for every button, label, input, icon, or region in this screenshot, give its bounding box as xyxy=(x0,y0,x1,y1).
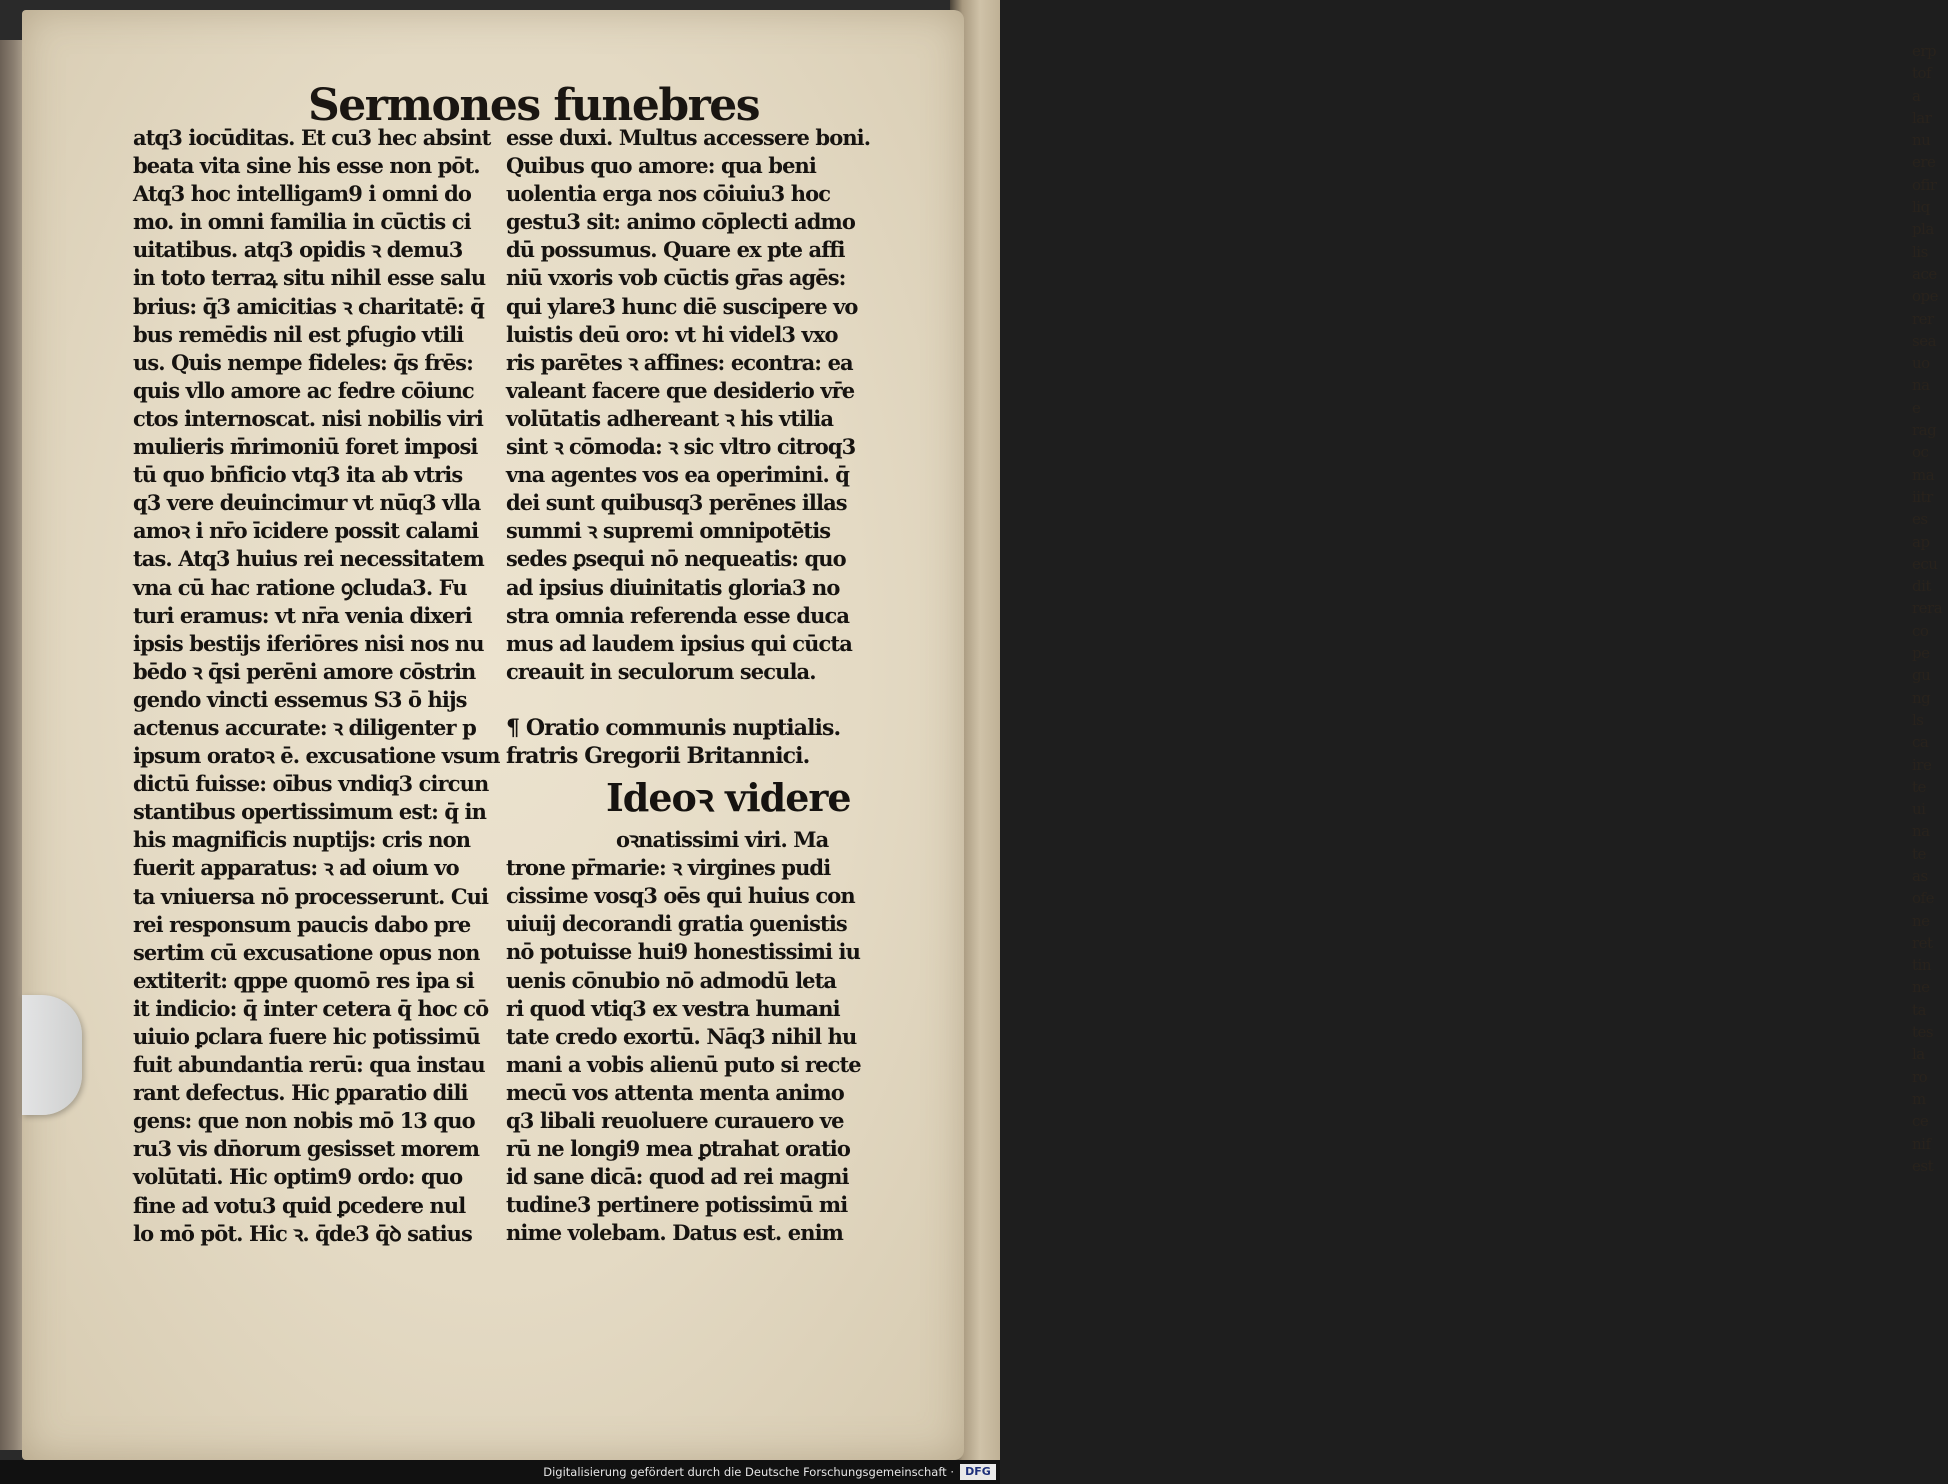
text-line: actenus accurate: ꝛ diligenter p xyxy=(133,714,476,740)
page-clip xyxy=(22,995,82,1115)
text-line: his magnificis nuptijs: cris non xyxy=(133,827,471,853)
text-line: nime volebam. Datus est. enim xyxy=(506,1220,843,1246)
facing-page-fragment: ire xyxy=(1912,755,1932,774)
facing-page-fragment: iitr xyxy=(1912,487,1933,506)
facing-page-fragment: ecu xyxy=(1912,554,1938,573)
text-line: tate credo exortū. Nāq3 nihil hu xyxy=(506,1023,857,1049)
text-line: ta vniuersa nō processerunt. Cui xyxy=(133,883,489,909)
text-line: tas. Atq3 huius rei necessitatem xyxy=(133,546,484,572)
text-line: mani a vobis alienū puto si recte xyxy=(506,1051,861,1077)
facing-page-fragment: liq xyxy=(1912,198,1930,217)
text-line: stra omnia referenda esse duca xyxy=(506,602,850,628)
text-line: vna cū hac ratione ꝯcluda3. Fu xyxy=(133,574,467,600)
text-line: it indicio: q̄ inter cetera q̄ hoc cō xyxy=(133,995,489,1021)
text-line: ri quod vtiq3 ex vestra humani xyxy=(506,995,840,1021)
text-line: us. Quis nempe fideles: q̄s frēs: xyxy=(133,349,473,375)
facing-page-fragment: ce xyxy=(1912,1112,1929,1131)
facing-page-fragment: na xyxy=(1912,376,1930,395)
text-line: beata vita sine his esse non pōt. xyxy=(133,153,480,179)
text-line: quis vllo amore ac fedre cōiunc xyxy=(133,377,474,403)
facing-page-fragment: ace xyxy=(1912,264,1937,283)
text-line: ad ipsius diuinitatis gloria3 no xyxy=(506,574,840,600)
running-head: Sermones funebres xyxy=(308,80,760,131)
text-line: oꝛnatissimi viri. Ma xyxy=(616,827,829,853)
facing-page-fragment: ng xyxy=(1912,688,1931,707)
facing-page-fragment: e xyxy=(1912,398,1921,417)
text-line: uenis cōnubio nō admodū leta xyxy=(506,967,837,993)
text-line: ru3 vis dn̄orum gesisset morem xyxy=(133,1136,480,1162)
text-line: ctos internoscat. nisi nobilis viri xyxy=(133,405,483,431)
facing-page-fragment: nu xyxy=(1912,131,1931,150)
text-line: tū quo bn̄ficio vtq3 ita ab vtris xyxy=(133,462,463,488)
facing-page-fragment: ma xyxy=(1912,465,1935,484)
text-line: fuit abundantia rerū: qua instau xyxy=(133,1052,485,1078)
facing-page-fragment: ta xyxy=(1912,1000,1926,1019)
text-line: sertim cū excusatione opus non xyxy=(133,939,480,965)
footer-credit: Digitalisierung gefördert durch die Deutsche Forschungsgemeinschaft · xyxy=(543,1465,954,1479)
text-line: Atq3 hoc intelligam9 i omni do xyxy=(133,181,472,207)
text-line: stantibus opertissimum est: q̄ in xyxy=(133,799,486,825)
facing-page-fragment: co xyxy=(1912,621,1929,640)
facing-page-fragment: ofir xyxy=(1912,175,1937,194)
text-line: in toto terraꝝ situ nihil esse salu xyxy=(133,265,486,291)
text-line: sint ꝛ cōmoda: ꝛ sic vltro citroq3 xyxy=(506,434,856,460)
text-line: rant defectus. Hic ꝑparatio dili xyxy=(133,1080,468,1106)
rubric-line: ¶ Oratio communis nuptialis. xyxy=(506,714,841,741)
text-line: rū ne longi9 mea ꝑtrahat oratio xyxy=(506,1136,850,1162)
facing-page-fragment: ui xyxy=(1912,800,1926,819)
text-line: id sane dicā: quod ad rei magni xyxy=(506,1164,849,1190)
text-line: dictū fuisse: oībus vndiq3 circun xyxy=(133,771,489,797)
text-line: ris parētes ꝛ affines: econtra: ea xyxy=(506,349,853,375)
facing-page-fragment: na xyxy=(1912,822,1930,841)
facing-page-fragment: rera xyxy=(1912,599,1943,618)
facing-page-fragment: m xyxy=(1912,1089,1926,1108)
facing-page-fragment: te xyxy=(1912,844,1926,863)
text-line: fuerit apparatus: ꝛ ad oium vo xyxy=(133,855,459,881)
facing-page-fragment: rer xyxy=(1912,309,1934,328)
text-line: bēdo ꝛ q̄si perēni amore cōstrin xyxy=(133,658,476,684)
facing-page-fragment: ne xyxy=(1912,978,1930,997)
rubric-line: fratris Gregorii Britannici. xyxy=(506,742,810,769)
text-line: volūtati. Hic optim9 ordo: quo xyxy=(133,1164,463,1190)
text-line: gens: que non nobis mō 13 quo xyxy=(133,1108,475,1134)
facing-page-fragment: tof xyxy=(1912,64,1932,83)
text-line: valeant facere que desiderio vr̄e xyxy=(506,377,855,403)
facing-page-fragment: ere xyxy=(1912,153,1936,172)
facing-page-fragment: ro xyxy=(1912,1067,1928,1086)
right-text-column xyxy=(506,124,871,1247)
facing-page-fragment: la xyxy=(1912,1045,1925,1064)
text-line: turi eramus: vt nr̄a venia dixeri xyxy=(133,602,472,628)
facing-page-fragment: lis xyxy=(1912,242,1928,261)
text-line: mecū vos attenta menta animo xyxy=(506,1079,844,1105)
left-text-column xyxy=(133,124,500,1248)
facing-page-fragment: nif xyxy=(1912,1134,1931,1153)
text-line: tudine3 pertinere potissimū mi xyxy=(506,1192,848,1218)
text-line: mus ad laudem ipsius qui cūcta xyxy=(506,630,852,656)
facing-page-fragment: ope xyxy=(1912,287,1939,306)
text-line: niū vxoris vob cūctis gr̄as agēs: xyxy=(506,265,846,291)
text-line: vna agentes vos ea operimini. q̄ xyxy=(506,462,850,488)
text-line: uiuij decorandi gratia ꝯuenistis xyxy=(506,911,847,937)
facing-page-fragment: ca xyxy=(1912,733,1929,752)
facing-page-fragment: ret xyxy=(1912,933,1933,952)
text-line: dei sunt quibusq3 perēnes illas xyxy=(506,490,847,516)
facing-page-fragment: oc xyxy=(1912,443,1929,462)
text-line: uiuio ꝑclara fuere hic potissimū xyxy=(133,1024,480,1049)
text-line: gestu3 sit: animo cōplecti admo xyxy=(506,209,855,235)
text-line: uitatibus. atq3 opidis ꝛ demu3 xyxy=(133,237,463,263)
text-line: q3 libali reuoluere curauero ve xyxy=(506,1108,844,1133)
facing-page-fragment: es xyxy=(1912,510,1928,529)
text-line: ipsis bestijs iferiōres nisi nos nu xyxy=(133,630,484,656)
text-line: q3 vere deuincimur vt nūq3 vlla xyxy=(133,490,481,516)
text-line: fine ad votu3 quid ꝑcedere nul xyxy=(133,1192,466,1218)
footer-bar xyxy=(0,1460,1000,1484)
facing-page-fragment: uo xyxy=(1912,354,1930,373)
text-line: nō potuisse hui9 honestissimi iu xyxy=(506,939,860,965)
facing-page-fragment: gu xyxy=(1912,666,1931,685)
text-line: lo mō pōt. Hic ꝛ. q̄de3 q̄ꝺ satius xyxy=(133,1220,472,1246)
text-line: trone pr̄marie: ꝛ virgines pudi xyxy=(506,855,831,881)
facing-page-fragment: pe xyxy=(1912,644,1930,663)
text-line: brius: q̄3 amicitias ꝛ charitatē: q̄ xyxy=(133,293,484,319)
facing-page-fragment: tin xyxy=(1912,956,1931,975)
text-line: mo. in omni familia in cūctis ci xyxy=(133,209,471,235)
text-line: atq3 iocūditas. Et cu3 hec absint xyxy=(133,125,491,150)
text-line: esse duxi. Multus accessere boni. xyxy=(506,125,871,150)
facing-page-fragment: rag xyxy=(1912,421,1937,440)
text-line: gendo vincti essemus S3 ō hijs xyxy=(133,686,467,712)
text-line: dū possumus. Quare ex pte affi xyxy=(506,237,845,263)
text-line: volūtatis adhereant ꝛ his vtilia xyxy=(506,405,834,431)
text-line: qui ylare3 hunc diē suscipere vo xyxy=(506,293,858,319)
text-line: cissime vosq3 oēs qui huius con xyxy=(506,883,855,909)
facing-page-fragment: ap xyxy=(1912,532,1930,551)
text-line: ipsum oratoꝛ ē. excusatione vsum xyxy=(133,743,500,769)
facing-page-fragment: est xyxy=(1912,1156,1934,1175)
text-line: bus remēdis nil est ꝑfugio vtili xyxy=(133,321,464,347)
text-line: rei responsum paucis dabo pre xyxy=(133,911,471,937)
facing-page-fragment: sea xyxy=(1912,331,1937,350)
facing-page-fragment: ne xyxy=(1912,911,1930,930)
facing-page-fragment: dit xyxy=(1912,577,1931,596)
text-line: luistis deū oro: vt hi videl3 vxo xyxy=(506,321,838,347)
facing-page-fragment: ls xyxy=(1912,710,1924,729)
incipit-heading: Ideoꝛ videre xyxy=(606,775,851,821)
facing-page-fragment: lar xyxy=(1912,108,1932,127)
facing-page-text-fragments xyxy=(1912,40,1948,1200)
text-line: extiterit: qppe quomō res ipa si xyxy=(133,967,474,993)
facing-page-fragment: erp xyxy=(1912,42,1937,60)
facing-page-fragment: tes xyxy=(1912,1023,1934,1042)
text-line: summi ꝛ supremi omnipotētis xyxy=(506,518,831,544)
text-line: Quibus quo amore: qua beni xyxy=(506,153,816,179)
text-line: creauit in seculorum secula. xyxy=(506,658,816,684)
text-line: mulieris m̄rimoniū foret imposi xyxy=(133,434,478,460)
section-gap xyxy=(506,686,854,714)
text-line: amoꝛ i nr̄o īcidere possit calami xyxy=(133,518,479,544)
facing-page-fragment: pla xyxy=(1912,220,1934,239)
facing-page-fragment: te xyxy=(1912,777,1926,796)
facing-page-fragment: a xyxy=(1912,86,1921,105)
facing-page-fragment: as xyxy=(1912,866,1928,885)
dfg-logo: DFG xyxy=(960,1464,996,1480)
text-line: uolentia erga nos cōiuiu3 hoc xyxy=(506,181,831,207)
facing-page-fragment: ofe xyxy=(1912,889,1934,908)
text-line: sedes ꝑsequi nō nequeatis: quo xyxy=(506,546,846,572)
